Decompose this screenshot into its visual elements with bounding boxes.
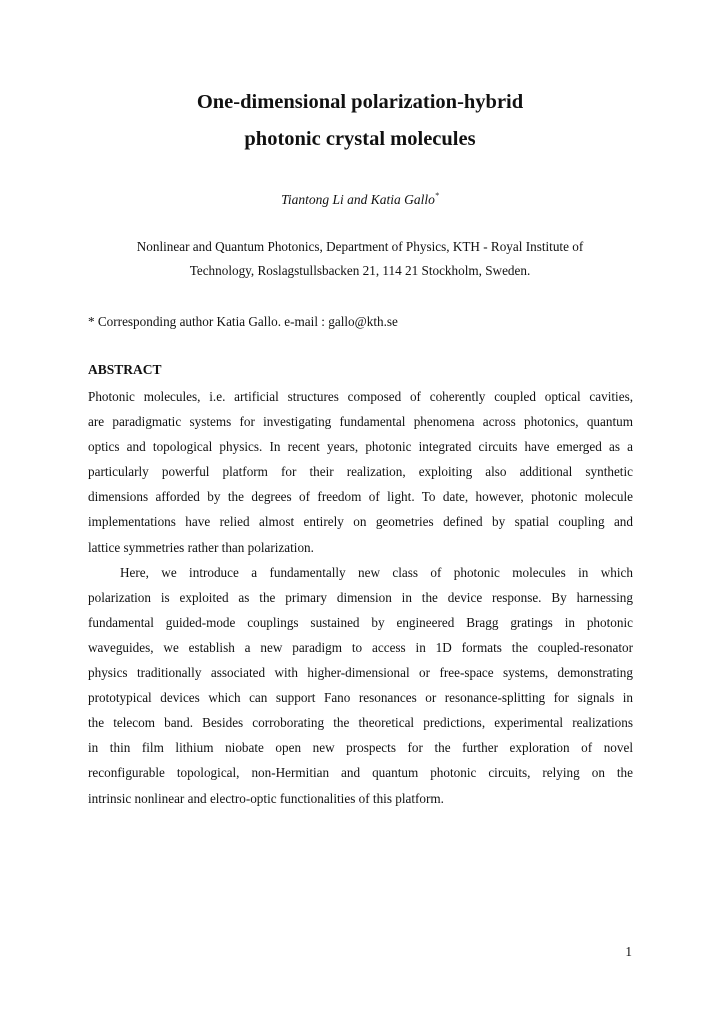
abstract-line: prototypical devices which can support Fano resonances or resonance-splitting for signals in [88,690,633,706]
abstract-line: implementations have relied almost entirely on geometries defined by spatial coupling and [88,514,633,530]
abstract-line: polarization is exploited as the primary dimension in the device response. By harnessing [88,589,633,605]
abstract-line: lattice symmetries rather than polarization. [88,539,314,555]
author-list [0,186,720,210]
page-number: 1 [625,944,632,959]
abstract-line: Here, we introduce a fundamentally new class of photonic molecules in which [120,564,633,580]
abstract-line: reconfigurable topological, non-Hermitian and quantum photonic circuits, relying on the [88,765,633,781]
abstract-line: Photonic molecules, i.e. artificial structures composed of coherently coupled optical cavities, [88,389,633,404]
abstract-line: particularly powerful platform for their realization, exploiting also additional synthetic [88,464,633,480]
abstract-body [88,384,633,811]
abstract-line: waveguides, we establish a new paradigm to access in 1D formats the coupled-resonator [88,639,633,655]
abstract-line: the telecom band. Besides corroborating the theoretical predictions, experimental realizations [88,715,633,731]
abstract-line: dimensions afforded by the degrees of freedom of light. To date, however, photonic molecule [88,489,633,505]
paper-title-line-1: One-dimensional polarization-hybrid [196,91,524,113]
author-names: Tiantong Li and Katia Gallo [281,192,435,207]
abstract-line: in thin film lithium niobate open new prospects for the further exploration of novel [88,740,633,756]
abstract-line: optics and topological physics. In recent years, photonic integrated circuits have emerged as a [88,439,633,455]
affiliation-line-1: Nonlinear and Quantum Photonics, Department of Physics, KTH - Royal Institute of [136,239,584,254]
corresponding-author-mark: * [434,191,439,200]
abstract-line: fundamental guided-mode couplings sustained by engineered Bragg gratings in photonic [88,614,633,630]
abstract-heading: ABSTRACT [88,362,162,377]
affiliation-line-2: Technology, Roslagstullsbacken 21, 114 21 Stockholm, Sweden. [189,263,531,278]
paper-title-line-2: photonic crystal molecules [244,128,476,150]
abstract-line: are paradigmatic systems for investigating fundamental phenomena across photonics, quantum [88,414,633,430]
abstract-line: physics traditionally associated with higher-dimensional or free-space systems, demonstrating [88,665,633,681]
abstract-line: intrinsic nonlinear and electro-optic functionalities of this platform. [88,790,444,806]
corresponding-author-note: * Corresponding author Katia Gallo. e-mail : gallo@kth.se [88,314,398,329]
affiliation [88,235,632,283]
